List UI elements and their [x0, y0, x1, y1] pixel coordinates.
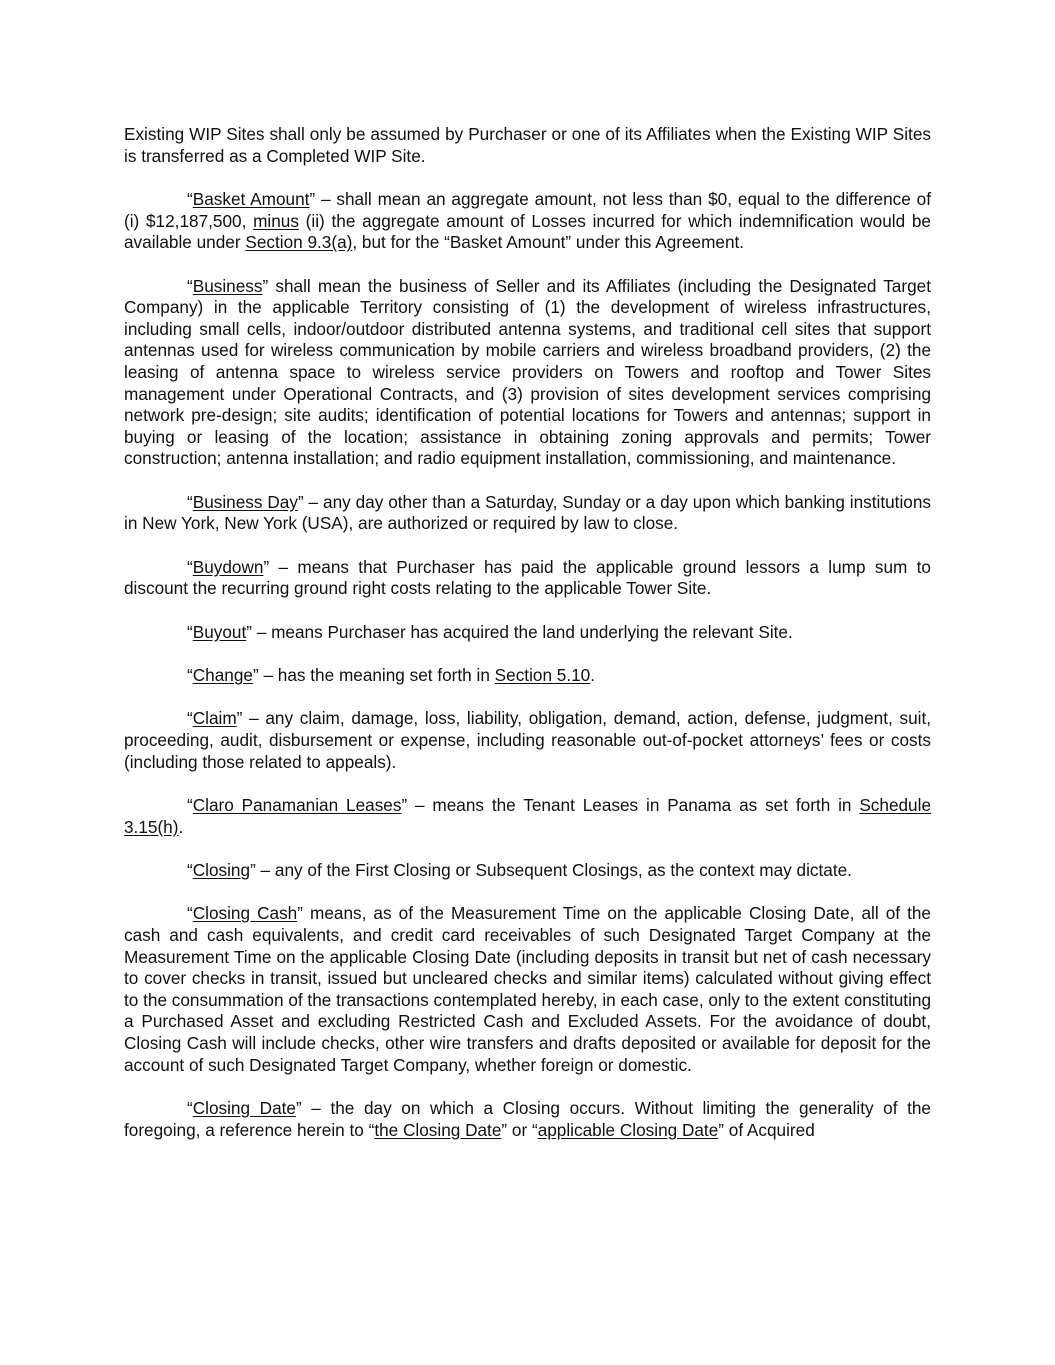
text-run: , but for the “Basket Amount” under this Agreement. — [352, 232, 745, 253]
definition-paragraph — [124, 795, 931, 838]
text-run: “ — [187, 556, 193, 577]
text-run: “ — [187, 621, 193, 642]
underlined-term: Buydown — [192, 556, 264, 577]
underlined-term: Change — [192, 665, 253, 686]
definition-paragraph — [124, 665, 931, 687]
underlined-term: Claim — [192, 708, 237, 729]
underlined-term: Basket Amount — [192, 188, 310, 209]
underlined-term: Section 9.3(a) — [245, 232, 353, 253]
underlined-term: Business Day — [192, 491, 298, 512]
text-run: . — [590, 665, 596, 686]
text-run: ” – any claim, damage, loss, liability, obligation, demand, action, defense, judgment, suit, proceeding, audit, disbursement or expense, including reasonable out-of-pocket attorneys’ fees or costs (including those related to appeals). — [124, 708, 931, 772]
text-run: “ — [187, 795, 193, 816]
text-run: ” – any day other than a Saturday, Sunday or a day upon which banking institutions in New York, New York (USA), are authorized or required by law to close. — [124, 491, 931, 534]
definition-paragraph — [124, 276, 931, 470]
text-run: “ — [187, 860, 193, 881]
underlined-term: Section 5.10 — [494, 665, 591, 686]
underlined-term: Closing — [192, 860, 251, 881]
definition-paragraph — [124, 189, 931, 254]
text-run: ” – any of the First Closing or Subsequent Closings, as the context may dictate. — [250, 860, 852, 881]
text-run: “ — [187, 708, 193, 729]
definition-paragraph — [124, 124, 931, 167]
text-run: ” – shall mean an aggregate amount, not less than $0, equal to the difference of (i) $12,187,500, — [124, 188, 931, 231]
text-run: ” of Acquired — [718, 1119, 815, 1140]
underlined-term: minus — [253, 210, 299, 231]
underlined-term: Closing Date — [192, 1097, 296, 1118]
text-run: ” shall mean the business of Seller and its Affiliates (including the Designated Target Company) in the applicable Territory consisting of (1) the development of wireless infrastructures, including small cells, indoor/outdoor distributed antenna systems, and traditional cell sites that support antennas used for wireless communication by mobile carriers and wireless broadband providers, (2) the leasing of antenna space to wireless service providers on Towers and rooftop and Tower Sites management under Operational Contracts, and (3) provision of sites development services comprising network pre-design; site audits; identification of potential locations for Towers and antennas; support in buying or leasing of the location; assistance in obtaining zoning approvals and permits; Tower construction; antenna installation; and radio equipment installation, commissioning, and maintenance. — [124, 275, 931, 469]
definition-paragraph — [124, 903, 931, 1076]
underlined-term: Closing Cash — [192, 903, 298, 924]
text-run: “ — [187, 665, 193, 686]
text-run: . — [178, 816, 184, 837]
definition-paragraph — [124, 492, 931, 535]
underlined-term: Schedule 3.15(h) — [124, 795, 931, 837]
underlined-term: Buyout — [192, 621, 247, 642]
text-run: ” – means the Tenant Leases in Panama as set forth in — [401, 795, 860, 816]
definition-paragraph — [124, 860, 931, 882]
text-run: “ — [187, 491, 193, 512]
text-run: ” – the day on which a Closing occurs. Without limiting the generality of the foregoing, a reference herein to “ — [124, 1097, 931, 1140]
underlined-term: Claro Panamanian Leases — [192, 795, 402, 816]
underlined-term: applicable Closing Date — [537, 1119, 719, 1140]
text-run: Existing WIP Sites shall only be assumed by Purchaser or one of its Affiliates when the Existing WIP Sites is transferred as a Completed WIP Site. — [124, 124, 931, 166]
text-run: ” or “ — [501, 1119, 538, 1140]
underlined-term: the Closing Date — [374, 1119, 502, 1140]
text-run: “ — [187, 275, 193, 296]
definition-paragraph — [124, 708, 931, 773]
underlined-term: Business — [192, 275, 263, 296]
text-run: ” – has the meaning set forth in — [252, 665, 495, 686]
definition-paragraph — [124, 622, 931, 644]
definition-paragraph — [124, 557, 931, 600]
text-run: ” – means that Purchaser has paid the applicable ground lessors a lump sum to discount the recurring ground right costs relating to the applicable Tower Site. — [124, 556, 931, 599]
document-page — [124, 124, 931, 1141]
text-run: “ — [187, 188, 193, 209]
text-run: “ — [187, 903, 193, 924]
text-run: “ — [187, 1097, 193, 1118]
definition-paragraph — [124, 1098, 931, 1141]
text-run: ” – means Purchaser has acquired the land underlying the relevant Site. — [246, 621, 793, 642]
text-run: (ii) the aggregate amount of Losses incurred for which indemnification would be available under — [124, 210, 931, 253]
text-run: ” means, as of the Measurement Time on the applicable Closing Date, all of the cash and cash equivalents, and credit card receivables of such Designated Target Company at the Measurement Time on the applicable Closing Date (including deposits in transit but net of cash necessary to cover checks in transit, issued but uncleared checks and similar items) calculated without giving effect to the consummation of the transactions contemplated hereby, in each case, only to the extent constituting a Purchased Asset and excluding Restricted Cash and Excluded Assets. For the avoidance of doubt, Closing Cash will include checks, other wire transfers and drafts deposited or available for deposit for the account of such Designated Target Company, whether foreign or domestic. — [124, 903, 932, 1075]
